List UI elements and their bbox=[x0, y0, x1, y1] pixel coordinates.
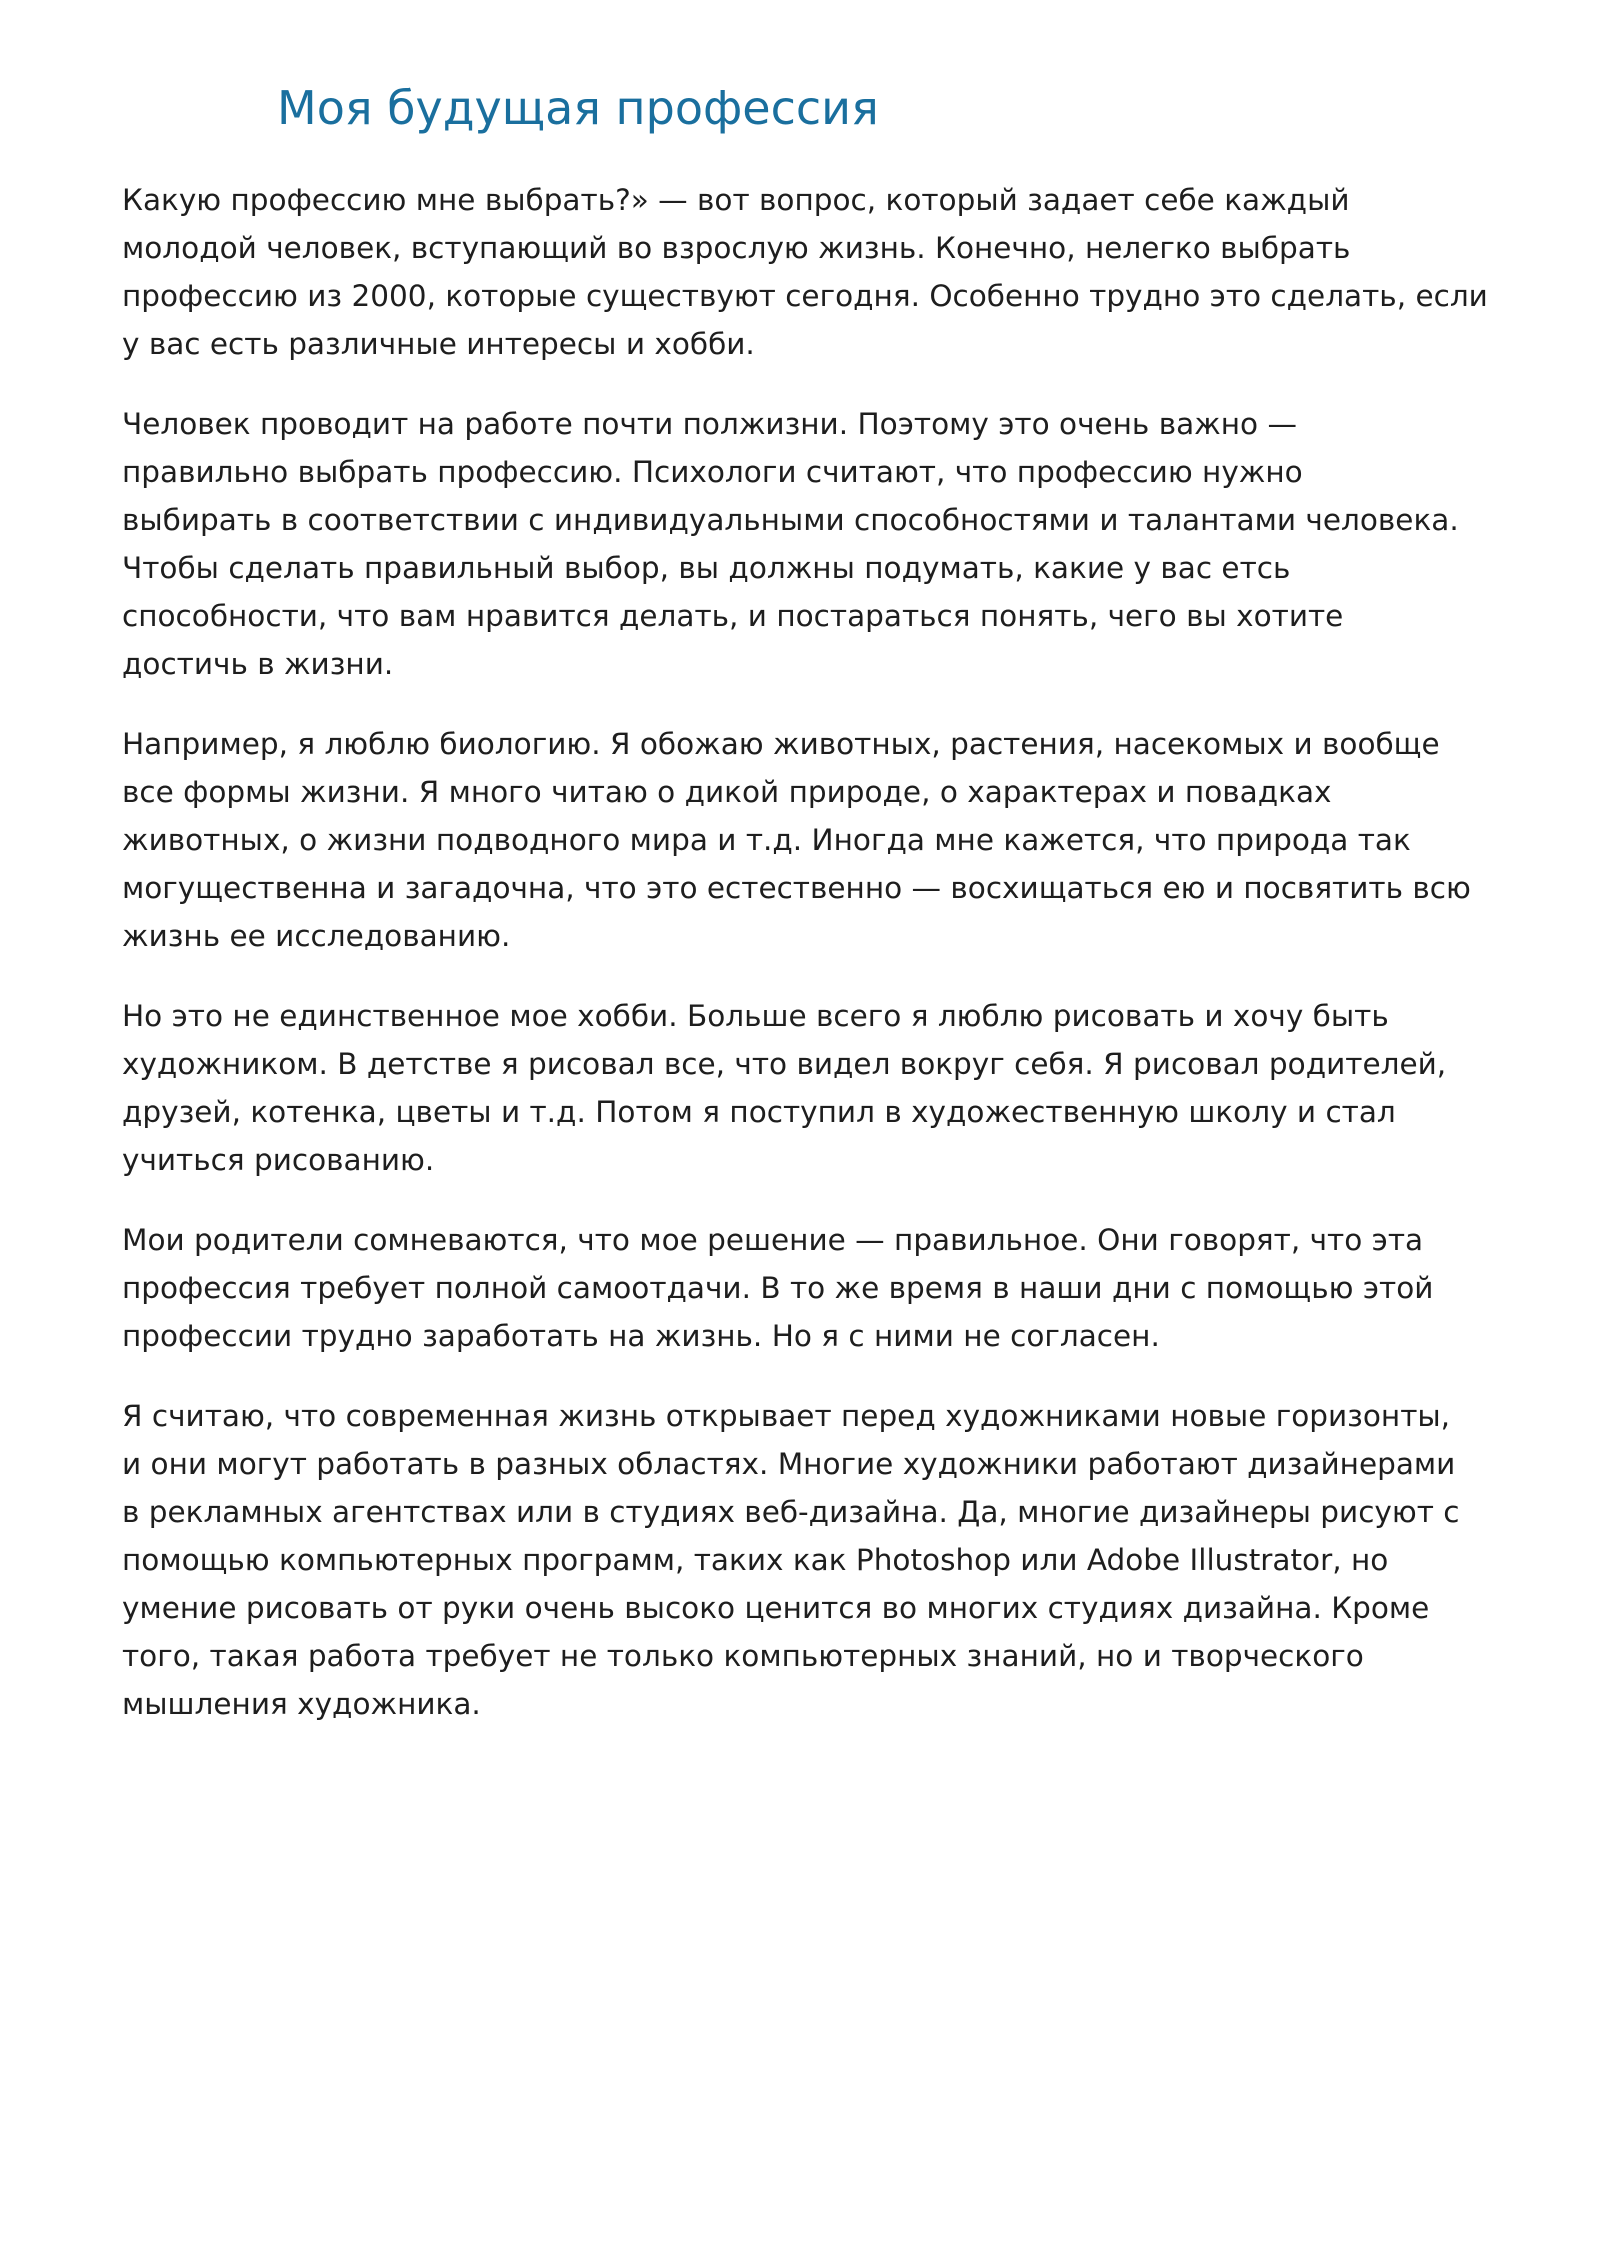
text-line: профессию из 2000, которые существуют сегодня. Особенно трудно это сделать, если bbox=[122, 279, 1488, 313]
text-line: Я считаю, что современная жизнь открывает перед художниками новые горизонты, bbox=[122, 1399, 1451, 1433]
text-line: друзей, котенка, цветы и т.д. Потом я поступил в художественную школу и стал bbox=[122, 1095, 1396, 1129]
text-line: учиться рисованию. bbox=[122, 1143, 435, 1177]
text-line: художником. В детстве я рисовал все, что видел вокруг себя. Я рисовал родителей, bbox=[122, 1047, 1447, 1081]
text-line: достичь в жизни. bbox=[122, 647, 394, 681]
text-line: Мои родители сомневаются, что мое решение — правильное. Они говорят, что эта bbox=[122, 1223, 1424, 1257]
text-line: у вас есть различные интересы и хобби. bbox=[122, 327, 755, 361]
text-line: в рекламных агентствах или в студиях веб-дизайна. Да, многие дизайнеры рисуют с bbox=[122, 1495, 1460, 1529]
paragraph-2 bbox=[122, 400, 1502, 688]
page-title: Моя будущая профессия bbox=[277, 81, 879, 135]
paragraph-3 bbox=[122, 720, 1502, 960]
paragraph-5 bbox=[122, 1216, 1502, 1360]
essay-body bbox=[122, 176, 1502, 1760]
text-line: жизнь ее исследованию. bbox=[122, 919, 511, 953]
text-line: все формы жизни. Я много читаю о дикой природе, о характерах и повадках bbox=[122, 775, 1332, 809]
text-line: того, такая работа требует не только компьютерных знаний, но и творческого bbox=[122, 1639, 1364, 1673]
paragraph-4 bbox=[122, 992, 1502, 1184]
text-line: Например, я люблю биологию. Я обожаю животных, растения, насекомых и вообще bbox=[122, 727, 1440, 761]
text-line: и они могут работать в разных областях. Многие художники работают дизайнерами bbox=[122, 1447, 1456, 1481]
text-line: животных, о жизни подводного мира и т.д. Иногда мне кажется, что природа так bbox=[122, 823, 1411, 857]
text-line: способности, что вам нравится делать, и постараться понять, чего вы хотите bbox=[122, 599, 1344, 633]
text-line: Какую профессию мне выбрать?» — вот вопрос, который задает себе каждый bbox=[122, 183, 1350, 217]
text-line: мышления художника. bbox=[122, 1687, 481, 1721]
text-line: профессия требует полной самоотдачи. В то же время в наши дни с помощью этой bbox=[122, 1271, 1434, 1305]
paragraph-6 bbox=[122, 1392, 1502, 1728]
text-line: правильно выбрать профессию. Психологи считают, что профессию нужно bbox=[122, 455, 1303, 489]
text-line: умение рисовать от руки очень высоко ценится во многих студиях дизайна. Кроме bbox=[122, 1591, 1430, 1625]
text-line: могущественна и загадочна, что это естественно — восхищаться ею и посвятить всю bbox=[122, 871, 1471, 905]
text-line: Чтобы сделать правильный выбор, вы должны подумать, какие у вас етсь bbox=[122, 551, 1291, 585]
text-line: профессии трудно заработать на жизнь. Но я с ними не согласен. bbox=[122, 1319, 1160, 1353]
text-line: Но это не единственное мое хобби. Больше всего я люблю рисовать и хочу быть bbox=[122, 999, 1389, 1033]
text-line: выбирать в соответствии с индивидуальными способностями и талантами человека. bbox=[122, 503, 1459, 537]
text-line: молодой человек, вступающий во взрослую жизнь. Конечно, нелегко выбрать bbox=[122, 231, 1351, 265]
text-line: помощью компьютерных программ, таких как Photoshop или Adobe Illustrator, но bbox=[122, 1543, 1389, 1577]
text-line: Человек проводит на работе почти полжизни. Поэтому это очень важно — bbox=[122, 407, 1297, 441]
paragraph-1 bbox=[122, 176, 1502, 368]
